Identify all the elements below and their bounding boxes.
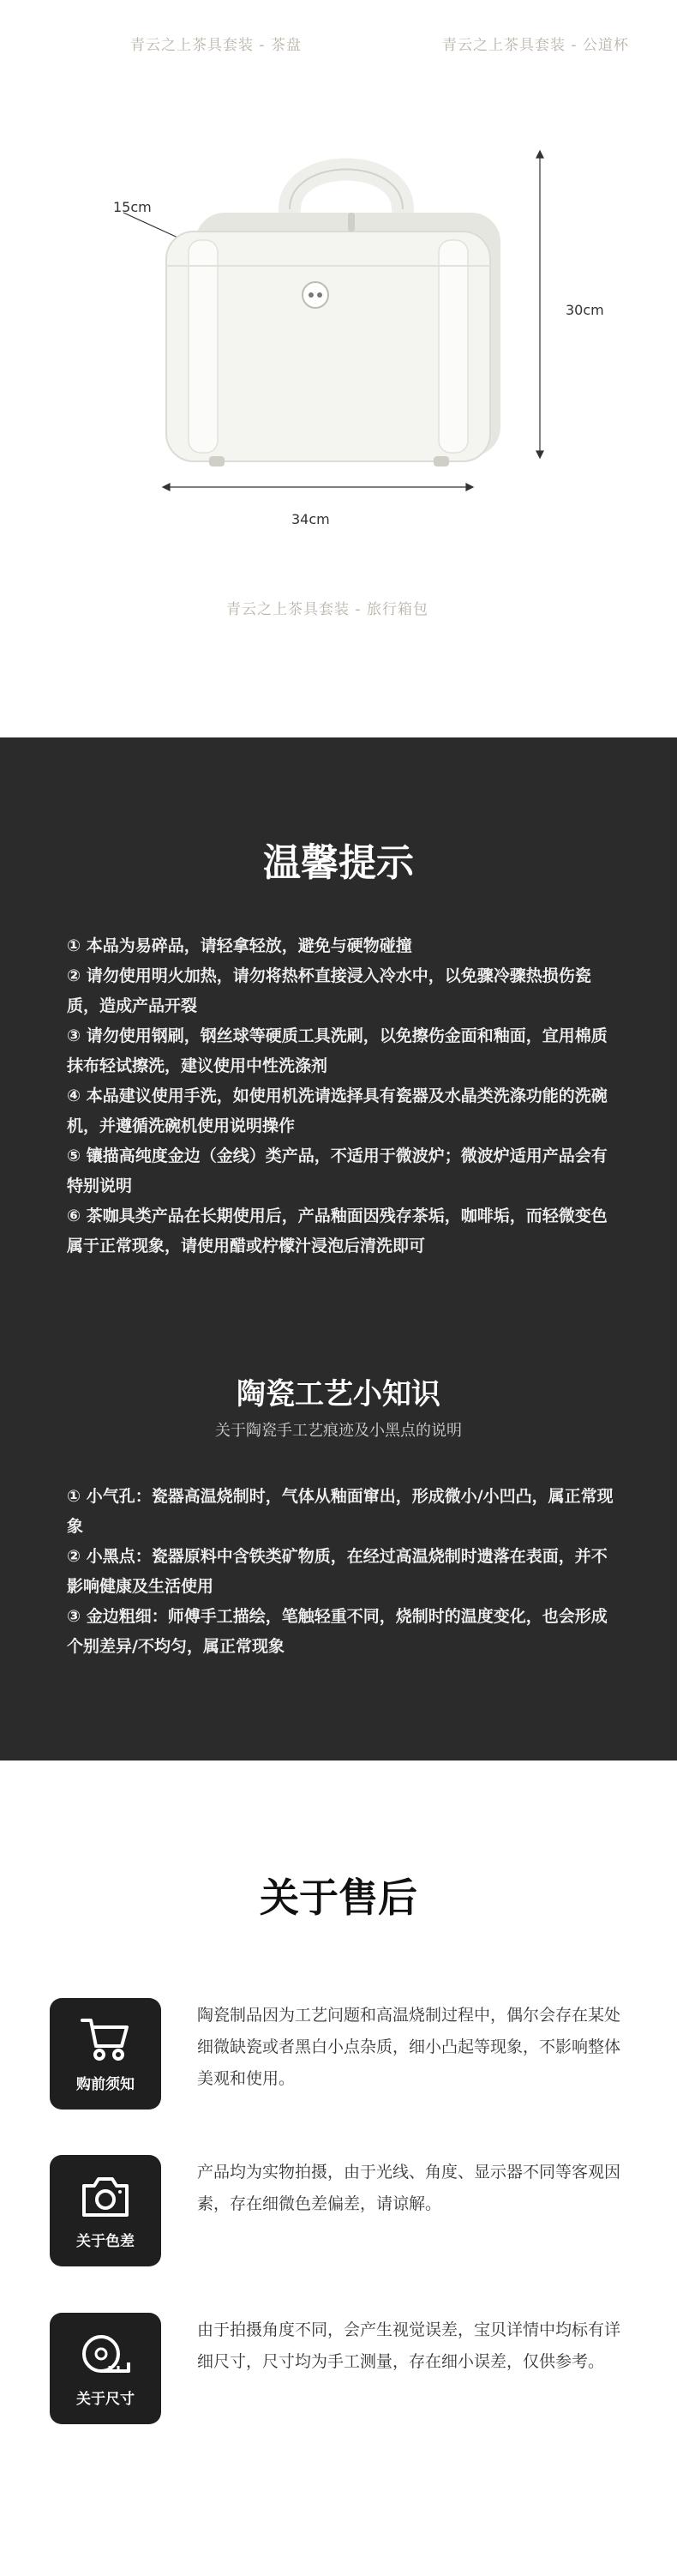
after-sales-title: 关于售后 [260, 1875, 417, 1921]
purchase-notice-badge [50, 1998, 161, 2110]
size-label: 关于尺寸 [76, 2391, 135, 2408]
color-difference-badge [50, 2155, 161, 2266]
tip-item: ② 请勿使用明火加热，请勿将热杯直接浸入冷水中，以免骤冷骤热损伤瓷质，造成产品开裂 [67, 966, 591, 1015]
tip-item: ⑥ 茶咖具类产品在长期使用后，产品釉面因残存茶垢，咖啡垢，而轻微变色属于正常现象，请使用醋或柠檬汁浸泡后清洗即可 [67, 1207, 608, 1255]
caption-suitcase: 青云之上茶具套装 - 旅行箱包 [226, 601, 428, 618]
cart-icon [79, 2015, 132, 2063]
tip-item: ① 本品为易碎品，请轻拿轻放，避免与硬物碰撞 [67, 936, 412, 955]
color-difference-label: 关于色差 [76, 2233, 135, 2250]
tip-item: ④ 本品建议使用手洗，如使用机洗请选择具有瓷器及水晶类洗涤功能的洗碗机，并遵循洗碗机使用说明操作 [67, 1086, 608, 1135]
size-text: 由于拍摄角度不同，会产生视觉误差，宝贝详情中均标有详细尺寸，尺寸均为手工测量，存在细小误差，仅供参考。 [197, 2320, 621, 2371]
purchase-notice-text: 陶瓷制品因为工艺问题和高温烧制过程中，偶尔会存在某处细微缺瓷或者黑白小点杂质，细小凸起等现象，不影响整体美观和使用。 [197, 2006, 621, 2088]
after-sales-section [0, 1760, 677, 2576]
warm-tips-title: 温馨提示 [263, 841, 414, 885]
caption-tea-tray: 青云之上茶具套装 - 茶盘 [130, 37, 302, 54]
dimension-height: 30cm [566, 302, 604, 318]
dimension-depth: 15cm [113, 199, 152, 215]
dimension-width: 34cm [291, 511, 330, 527]
tape-measure-icon [79, 2330, 132, 2378]
purchase-notice-label: 购前须知 [76, 2076, 135, 2093]
craft-subtitle: 关于陶瓷手工艺痕迹及小黑点的说明 [215, 1422, 462, 1440]
tips-section [0, 737, 677, 1760]
craft-title: 陶瓷工艺小知识 [237, 1377, 440, 1411]
craft-item: ② 小黑点：瓷器原料中含铁类矿物质，在经过高温烧制时遗落在表面，并不影响健康及生活使用 [67, 1547, 608, 1596]
craft-item: ③ 金边粗细：师傅手工描绘，笔触轻重不同，烧制时的温度变化，也会形成个别差异/不均匀，属正常现象 [67, 1607, 608, 1656]
color-difference-text: 产品均为实物拍摄，由于光线、角度、显示器不同等客观因素，存在细微色差偏差，请谅解。 [197, 2163, 621, 2213]
warm-tips-list [67, 931, 615, 1261]
size-badge [50, 2313, 161, 2424]
tip-item: ⑤ 镶描高纯度金边（金线）类产品，不适用于微波炉；微波炉适用产品会有特别说明 [67, 1147, 608, 1195]
craft-item: ① 小气孔：瓷器高温烧制时，气体从釉面窜出，形成微小/小凹凸，属正常现象 [67, 1487, 614, 1536]
suitcase-illustration [0, 103, 677, 617]
caption-pitcher: 青云之上茶具套装 - 公道杯 [442, 37, 629, 54]
product-dimension-section [0, 0, 677, 737]
tip-item: ③ 请勿使用钢刷，钢丝球等硬质工具洗刷，以免擦伤金面和釉面，宜用棉质抹布轻试擦洗，建议使用中性洗涤剂 [67, 1026, 608, 1075]
craft-list [67, 1482, 615, 1662]
camera-icon [79, 2172, 132, 2220]
